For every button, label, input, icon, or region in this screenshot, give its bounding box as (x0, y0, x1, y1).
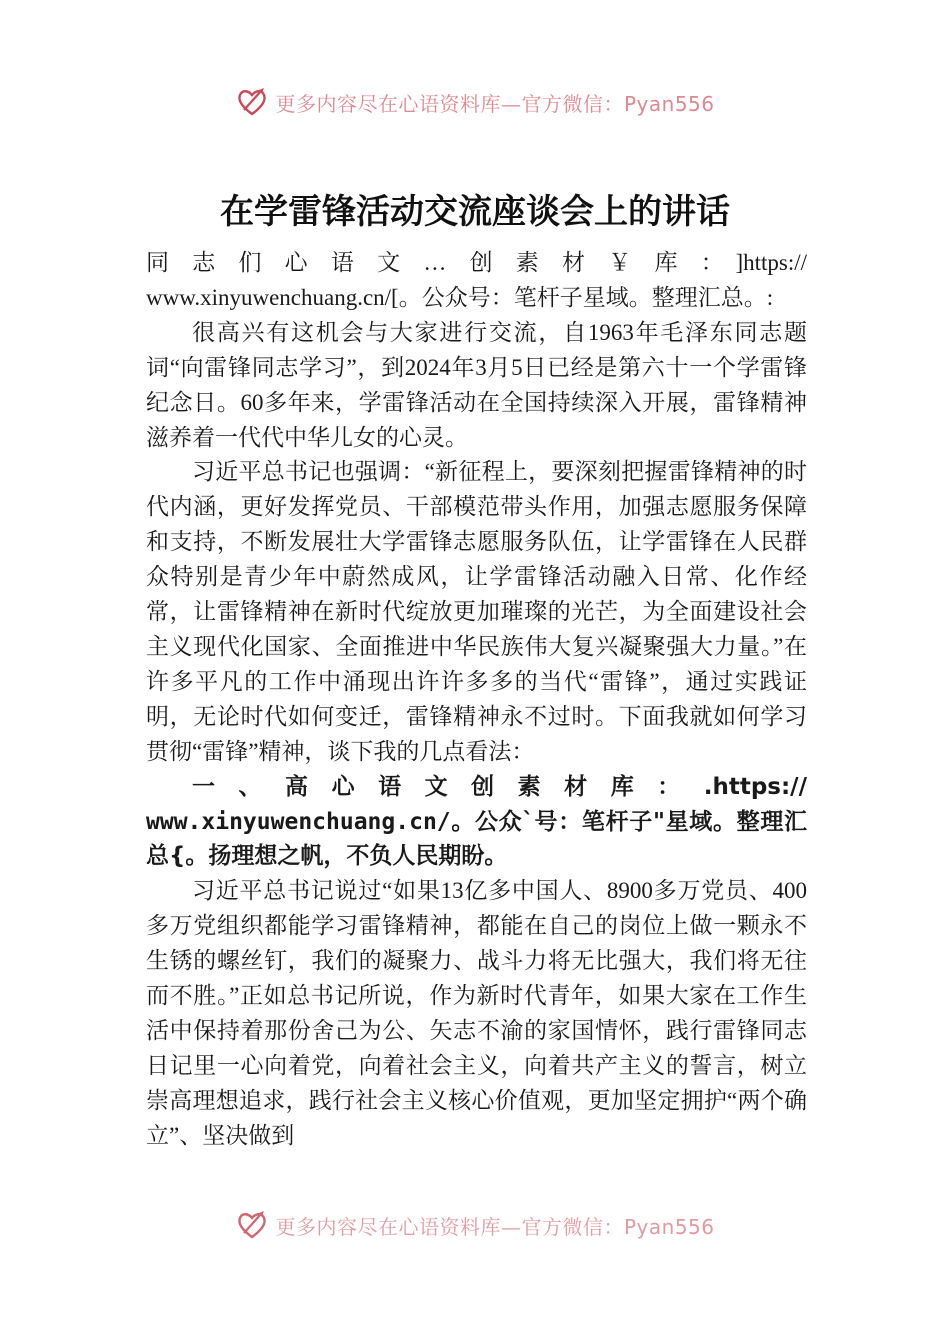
paragraph-intro-line1: 同志们心语文…创素材￥库：]https:// (146, 250, 807, 275)
section-heading-1-rest: www.xinyuwenchuang.cn/。公众`号：笔杆子"星域。整理汇总{。扬理想之帆，不负人民期盼。 (146, 808, 807, 870)
document-body (146, 246, 807, 1154)
watermark-text: 更多内容尽在心语资料库—官方微信：Pyan556 (275, 1214, 715, 1239)
heart-pen-logo-icon (235, 1208, 269, 1242)
paragraph-intro-rest: www.xinyuwenchuang.cn/[。公众号：笔杆子星域。整理汇总。: (146, 284, 774, 310)
watermark-banner-bottom (0, 1205, 950, 1245)
watermark-banner-top (0, 82, 950, 122)
section-heading-1-line1: 一、高心语文创素材库：.https:// (192, 773, 807, 800)
heart-pen-logo-icon (235, 85, 269, 119)
paragraph-3: 习近平总书记说过“如果13亿多中国人、8900多万党员、400多万党组织都能学习雷锋精神，都能在自己的岗位上做一颗永不生锈的螺丝钉，我们的凝聚力、战斗力将无比强大，我们将无往而不胜。”正如总书记所说，作为新时代青年，如果大家在工作生活中保持着那份舍己为公、矢志不渝的家国情怀，践行雷锋同志日记里一心向着党，向着社会主义，向着共产主义的誓言，树立崇高理想追求，践行社会主义核心价值观，更加坚定拥护“两个确立”、坚决做到 (146, 878, 807, 1148)
paragraph-1: 很高兴有这机会与大家进行交流，自1963年毛泽东同志题词“向雷锋同志学习”，到2024年3月5日已经是第六十一个学雷锋纪念日。60多年来，学雷锋活动在全国持续深入开展，雷锋精神滋养着一代代中华儿女的心灵。 (146, 319, 807, 450)
watermark-text: 更多内容尽在心语资料库—官方微信：Pyan556 (275, 91, 715, 116)
paragraph-2: 习近平总书记也强调：“新征程上，要深刻把握雷锋精神的时代内涵，更好发挥党员、干部模范带头作用，加强志愿服务保障和支持，不断发展壮大学雷锋志愿服务队伍，让学雷锋在人民群众特别是青少年中蔚然成风，让学雷锋活动融入日常、化作经常，让雷锋精神在新时代绽放更加璀璨的光芒，为全面建设社会主义现代化国家、全面推进中华民族伟大复兴凝聚强大力量。”在许多平凡的工作中涌现出许许多多的当代“雷锋”，通过实践证明，无论时代如何变迁，雷锋精神永不过时。下面我就如何学习贯彻“雷锋”精神，谈下我的几点看法： (146, 459, 807, 764)
document-title: 在学雷锋活动交流座谈会上的讲话 (220, 192, 730, 232)
section-heading-url: www.xinyuwenchuang.cn/ (146, 808, 451, 835)
